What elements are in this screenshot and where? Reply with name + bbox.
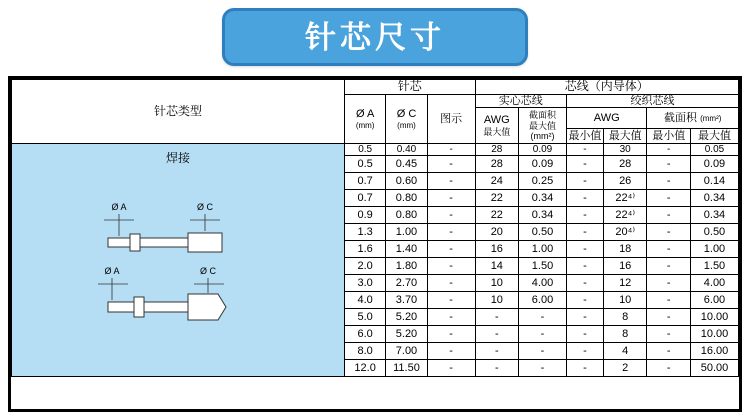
cell-dia-c: 1.40 [386,241,427,258]
header-stranded-awg-min: 最小值 [566,128,603,144]
cell-stranded-area-max: 4.00 [690,275,738,292]
header-solid-awg-label: AWG [483,114,510,127]
cell-diagram: - [427,343,475,360]
cell-stranded-awg-max: 2 [603,360,647,377]
title-banner [0,8,750,66]
cell-dia-a: 1.6 [344,241,385,258]
header-solid-area-label: 截面积 [529,110,557,121]
header-solid-area-unit: (mm²) [530,131,555,142]
svg-text:Ø A: Ø A [104,266,120,277]
cell-stranded-awg-min: - [566,275,603,292]
cell-dia-c: 2.70 [386,275,427,292]
header-stranded-core: 绞织芯线 [566,94,738,108]
table-body [12,144,739,377]
cell-diagram: - [427,258,475,275]
cell-stranded-area-min: - [647,360,691,377]
cell-stranded-awg-max: 18 [603,241,647,258]
cell-dia-c: 7.00 [386,343,427,360]
cell-solid-area: - [519,326,567,343]
svg-text:Ø C: Ø C [199,266,217,277]
cell-dia-a: 5.0 [344,309,385,326]
cell-stranded-area-max: 10.00 [690,309,738,326]
cell-dia-a: 0.9 [344,207,385,224]
cell-solid-awg: 14 [475,258,519,275]
header-core-wire: 芯线（内导体） [475,80,738,95]
spec-table-frame [8,76,742,412]
cell-stranded-area-max: 1.00 [690,241,738,258]
cell-solid-awg: 28 [475,144,519,156]
header-solid-awg-sub: 最大值 [483,127,511,138]
cell-solid-area: - [519,343,567,360]
cell-stranded-area-min: - [647,292,691,309]
header-solid-area-sub: 最大值 [529,120,557,131]
cell-solid-awg: 10 [475,275,519,292]
cell-stranded-area-max: 1.50 [690,258,738,275]
cell-stranded-area-min: - [647,258,691,275]
cell-stranded-awg-max: 22⁴⁾ [603,207,647,224]
cell-dia-c: 0.45 [386,156,427,173]
cell-solid-area: 4.00 [519,275,567,292]
cell-stranded-area-max: 0.34 [690,190,738,207]
header-dia-c [386,94,427,144]
cell-dia-c: 0.60 [386,173,427,190]
cell-solid-area: 0.50 [519,224,567,241]
header-stranded-area-min: 最小值 [647,128,691,144]
cell-solid-area: 0.09 [519,144,567,156]
cell-solid-awg: 24 [475,173,519,190]
cell-dia-c: 0.40 [386,144,427,156]
cell-stranded-awg-min: - [566,309,603,326]
cell-stranded-awg-min: - [566,292,603,309]
header-stranded-awg: AWG [566,108,647,128]
pin-type-illustration-cell [12,144,345,377]
cell-diagram: - [427,207,475,224]
cell-solid-area: 0.34 [519,190,567,207]
header-stranded-area-label: 截面积 [664,111,698,124]
header-solid-awg [475,108,519,144]
cell-solid-area: 0.34 [519,207,567,224]
cell-solid-area: 0.25 [519,173,567,190]
cell-stranded-area-max: 50.00 [690,360,738,377]
cell-solid-awg: 22 [475,207,519,224]
cell-stranded-area-min: - [647,156,691,173]
header-stranded-awg-max: 最大值 [603,128,647,144]
pin-type-label: 焊接 [165,151,190,166]
header-solid-area [519,108,567,144]
header-diagram: 图示 [427,94,475,144]
header-stranded-area-unit: (mm²) [700,113,722,123]
cell-dia-c: 0.80 [386,190,427,207]
cell-dia-a: 2.0 [344,258,385,275]
header-dia-c-unit: (mm) [397,120,416,130]
page-title: 针芯尺寸 [305,19,445,55]
header-dia-a [344,94,385,144]
table-header [12,80,739,144]
pin-size-table [11,79,739,377]
cell-stranded-awg-max: 22⁴⁾ [603,190,647,207]
cell-diagram: - [427,173,475,190]
cell-dia-c: 3.70 [386,292,427,309]
cell-stranded-awg-min: - [566,207,603,224]
cell-diagram: - [427,224,475,241]
cell-stranded-awg-min: - [566,173,603,190]
cell-stranded-awg-min: - [566,258,603,275]
cell-diagram: - [427,190,475,207]
cell-stranded-awg-max: 16 [603,258,647,275]
pin-drawing-svg [12,170,318,360]
cell-stranded-area-max: 0.34 [690,207,738,224]
title-box [222,8,528,66]
cell-stranded-awg-min: - [566,326,603,343]
cell-stranded-awg-max: 8 [603,326,647,343]
cell-solid-awg: - [475,343,519,360]
cell-stranded-awg-min: - [566,156,603,173]
cell-stranded-area-max: 0.50 [690,224,738,241]
cell-stranded-awg-min: - [566,343,603,360]
cell-solid-awg: 16 [475,241,519,258]
cell-solid-awg: - [475,309,519,326]
svg-text:Ø A: Ø A [111,202,127,213]
header-solid-core: 实心芯线 [475,94,566,108]
cell-dia-c: 0.80 [386,207,427,224]
cell-dia-c: 1.80 [386,258,427,275]
cell-stranded-area-min: - [647,207,691,224]
cell-dia-a: 3.0 [344,275,385,292]
header-dia-a-label: Ø A [355,108,375,121]
cell-stranded-area-min: - [647,343,691,360]
cell-stranded-awg-min: - [566,241,603,258]
cell-diagram: - [427,309,475,326]
cell-stranded-area-max: 0.09 [690,156,738,173]
header-pin-core: 针芯 [344,80,475,95]
cell-stranded-area-min: - [647,241,691,258]
cell-stranded-area-max: 10.00 [690,326,738,343]
cell-solid-awg: 20 [475,224,519,241]
cell-stranded-area-max: 16.00 [690,343,738,360]
cell-stranded-area-max: 6.00 [690,292,738,309]
cell-stranded-awg-max: 4 [603,343,647,360]
cell-diagram: - [427,292,475,309]
cell-solid-awg: - [475,360,519,377]
cell-solid-awg: 22 [475,190,519,207]
cell-stranded-awg-max: 20⁴⁾ [603,224,647,241]
cell-stranded-area-min: - [647,144,691,156]
cell-stranded-area-max: 0.05 [690,144,738,156]
cell-solid-awg: 28 [475,156,519,173]
cell-stranded-area-min: - [647,224,691,241]
cell-stranded-area-min: - [647,173,691,190]
cell-stranded-awg-min: - [566,360,603,377]
cell-diagram: - [427,241,475,258]
cell-stranded-awg-min: - [566,190,603,207]
cell-solid-area: 0.09 [519,156,567,173]
cell-dia-a: 6.0 [344,326,385,343]
cell-solid-awg: - [475,326,519,343]
cell-stranded-awg-max: 8 [603,309,647,326]
cell-diagram: - [427,144,475,156]
cell-dia-a: 0.5 [344,144,385,156]
cell-dia-a: 1.3 [344,224,385,241]
header-stranded-area [647,108,739,128]
cell-diagram: - [427,156,475,173]
cell-dia-a: 12.0 [344,360,385,377]
cell-diagram: - [427,326,475,343]
svg-text:Ø C: Ø C [196,202,214,213]
header-stranded-area-max: 最大值 [690,128,738,144]
cell-dia-c: 1.00 [386,224,427,241]
cell-solid-area: 1.00 [519,241,567,258]
cell-solid-awg: 10 [475,292,519,309]
cell-stranded-awg-max: 10 [603,292,647,309]
cell-solid-area: 6.00 [519,292,567,309]
cell-dia-a: 0.7 [344,173,385,190]
cell-dia-c: 5.20 [386,326,427,343]
cell-dia-a: 8.0 [344,343,385,360]
cell-stranded-area-min: - [647,326,691,343]
cell-stranded-area-max: 0.14 [690,173,738,190]
cell-dia-a: 4.0 [344,292,385,309]
cell-stranded-area-min: - [647,190,691,207]
cell-stranded-awg-max: 26 [603,173,647,190]
cell-solid-area: - [519,360,567,377]
cell-dia-c: 11.50 [386,360,427,377]
cell-stranded-awg-max: 28 [603,156,647,173]
cell-diagram: - [427,275,475,292]
cell-stranded-awg-min: - [566,224,603,241]
cell-stranded-area-min: - [647,309,691,326]
cell-dia-c: 5.20 [386,309,427,326]
cell-stranded-awg-min: - [566,144,603,156]
pin-drawing [12,170,318,360]
cell-dia-a: 0.5 [344,156,385,173]
cell-diagram: - [427,360,475,377]
cell-stranded-awg-max: 12 [603,275,647,292]
header-dia-c-label: Ø C [396,108,417,121]
cell-stranded-area-min: - [647,275,691,292]
cell-solid-area: - [519,309,567,326]
cell-dia-a: 0.7 [344,190,385,207]
cell-solid-area: 1.50 [519,258,567,275]
header-dia-a-unit: (mm) [355,120,375,130]
header-pin-type: 针芯类型 [12,80,345,144]
cell-stranded-awg-max: 30 [603,144,647,156]
